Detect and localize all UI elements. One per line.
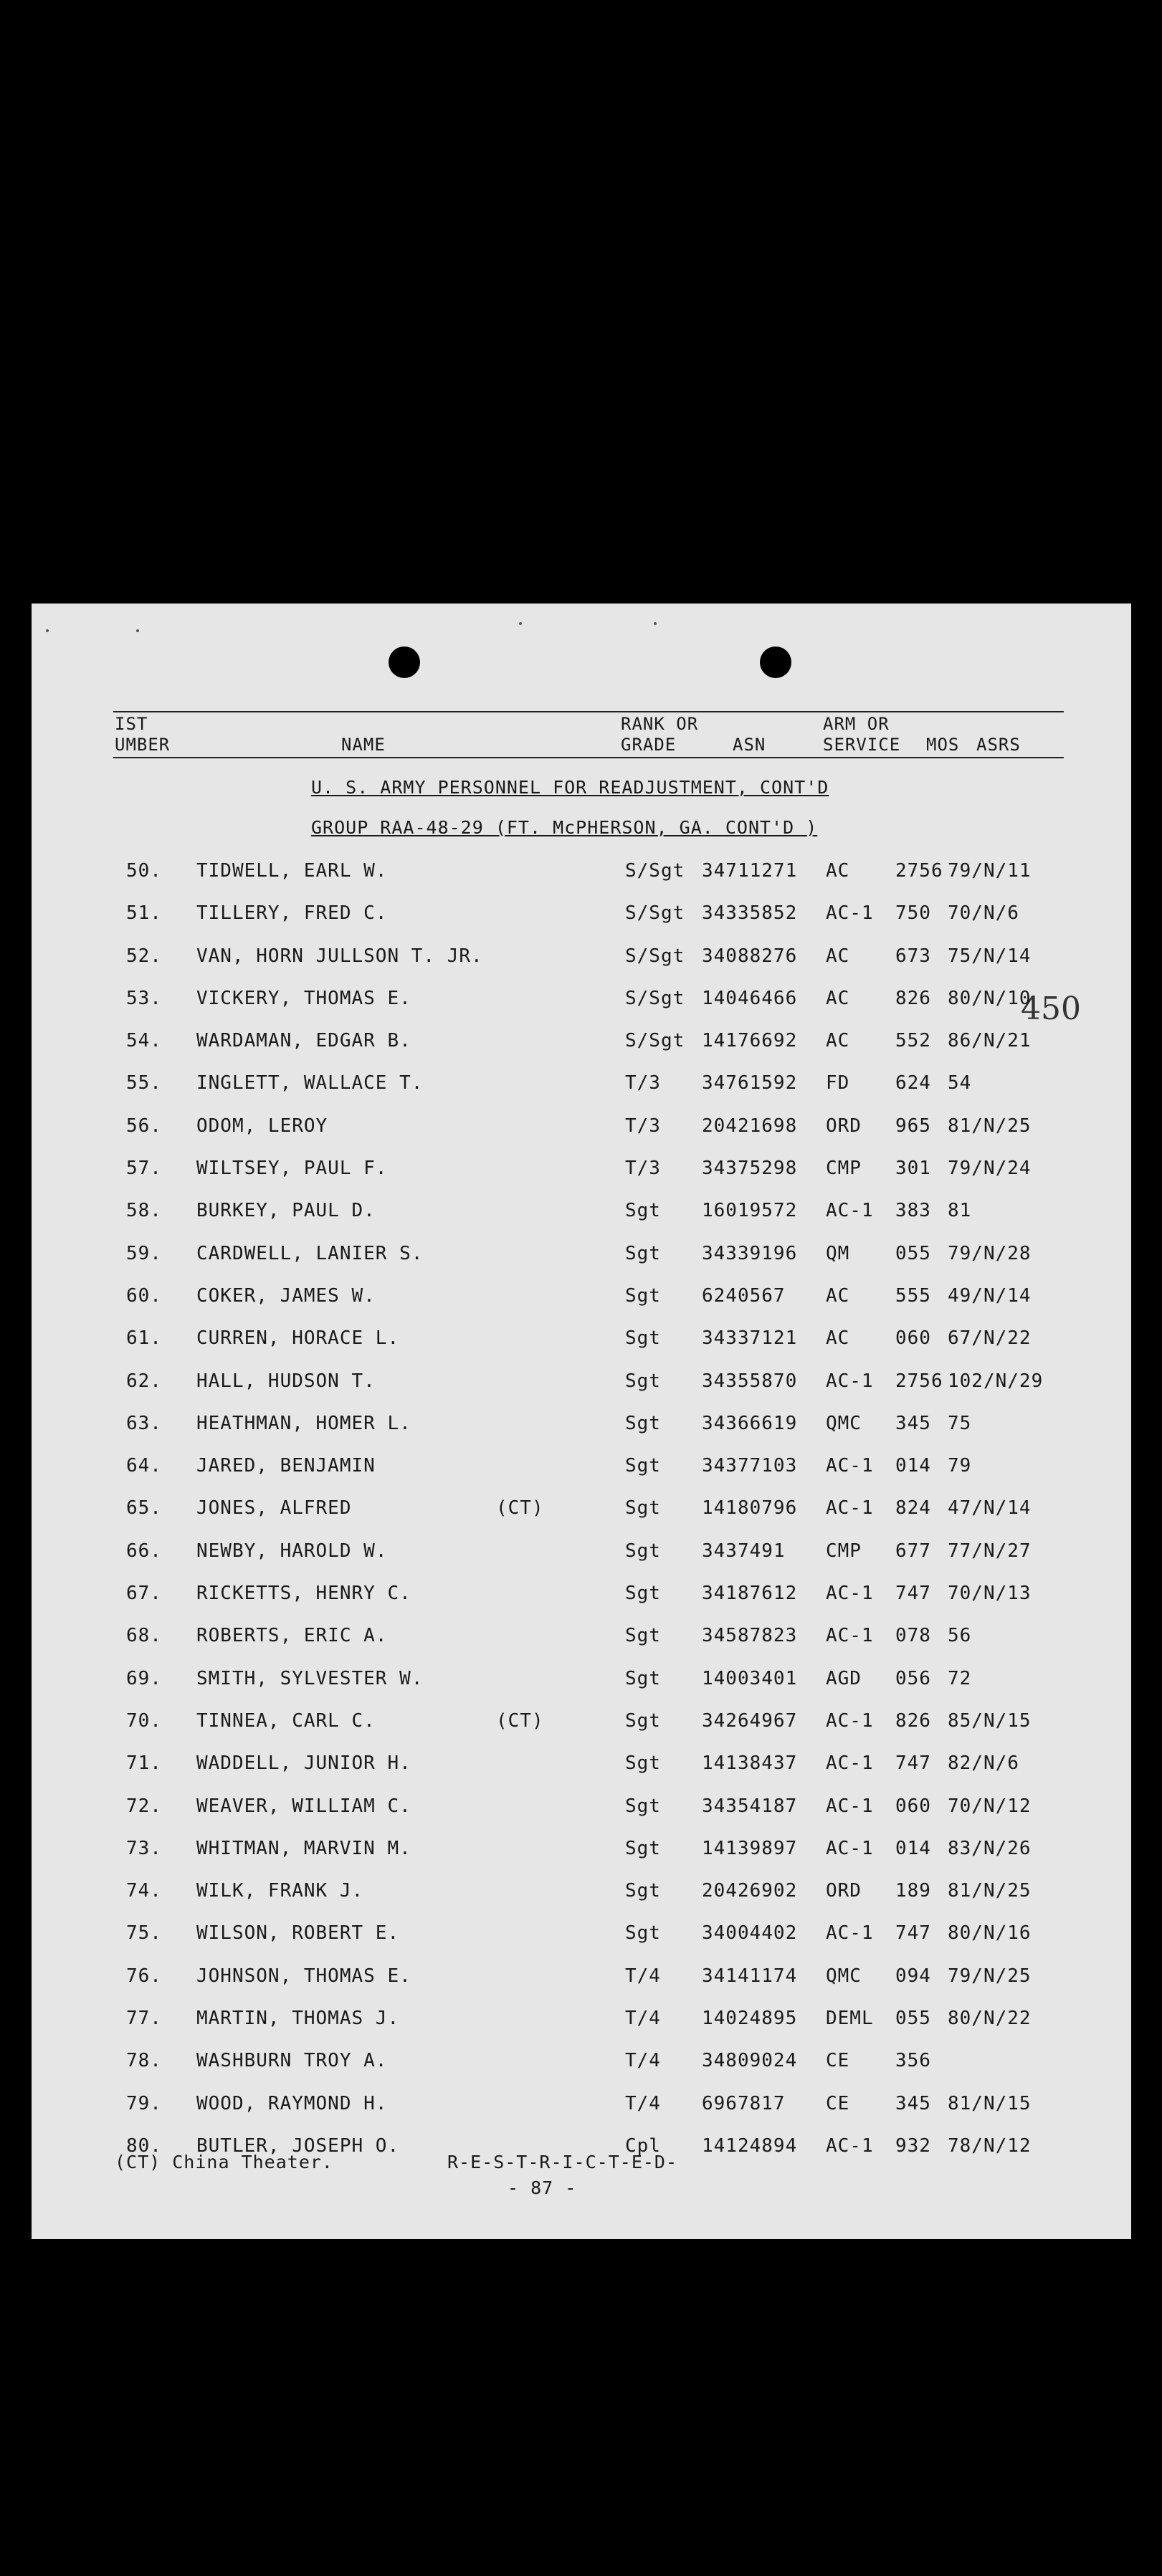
row-number: 70. (126, 1709, 162, 1732)
table-row (32, 1448, 1131, 1490)
table-row (32, 1278, 1131, 1320)
asn-number: 6967817 (702, 2092, 786, 2114)
asrs-score: 82/N/6 (948, 1752, 1019, 1775)
row-number: 72. (126, 1795, 162, 1817)
mos-code: 826 (895, 987, 931, 1009)
asn-number: 16019572 (702, 1200, 798, 1222)
page-number: - 87 - (508, 2177, 577, 2198)
mos-code: 056 (895, 1667, 931, 1689)
table-row (32, 1745, 1131, 1788)
row-number: 79. (126, 2092, 162, 2114)
personnel-name: ROBERTS, ERIC A. (196, 1625, 388, 1647)
row-number: 65. (126, 1497, 162, 1520)
mos-code: 078 (895, 1625, 931, 1647)
rank-grade: Sgt (625, 1284, 661, 1307)
mos-code: 673 (895, 945, 931, 967)
row-number: 61. (126, 1327, 162, 1350)
mos-code: 060 (895, 1795, 931, 1817)
asn-number: 14176692 (702, 1030, 798, 1052)
asrs-score: 54 (948, 1072, 972, 1094)
rank-grade: Cpl (625, 2134, 661, 2157)
mos-code: 094 (895, 1965, 931, 1987)
row-number: 54. (126, 1030, 162, 1052)
asn-number: 14046466 (702, 987, 798, 1009)
row-number: 74. (126, 1880, 162, 1902)
personnel-name: WEAVER, WILLIAM C. (196, 1795, 411, 1817)
document-page (32, 604, 1131, 2239)
asrs-score: 75 (948, 1412, 972, 1434)
scan-speck (46, 629, 49, 632)
table-row (32, 1065, 1131, 1107)
arm-service: QMC (826, 1412, 862, 1434)
arm-service: AC-1 (826, 1752, 874, 1775)
personnel-name: JOHNSON, THOMAS E. (196, 1965, 411, 1987)
asrs-score: 81 (948, 1200, 972, 1222)
table-row (32, 1873, 1131, 1915)
scan-speck (519, 622, 522, 625)
personnel-name: WARDAMAN, EDGAR B. (196, 1030, 411, 1052)
table-row (32, 1490, 1131, 1532)
asrs-score: 80/N/22 (948, 2008, 1032, 2030)
table-row (32, 1958, 1131, 2000)
row-number: 76. (126, 1965, 162, 1987)
asrs-score: 70/N/12 (948, 1795, 1032, 1817)
personnel-name: JONES, ALFRED (196, 1497, 352, 1520)
rank-grade: Sgt (625, 1922, 661, 1945)
mos-code: 932 (895, 2134, 931, 2157)
asrs-score: 80/N/16 (948, 1922, 1032, 1945)
personnel-name: HEATHMAN, HOMER L. (196, 1412, 411, 1434)
row-number: 68. (126, 1625, 162, 1647)
asrs-score: 79/N/11 (948, 860, 1032, 882)
arm-service: AC (826, 1284, 850, 1307)
asn-number: 34375298 (702, 1158, 798, 1180)
personnel-name: MARTIN, THOMAS J. (196, 2008, 400, 2030)
asrs-score: 83/N/26 (948, 1837, 1032, 1859)
asn-number: 34366619 (702, 1412, 798, 1434)
arm-service: CMP (826, 1540, 862, 1562)
arm-service: CE (826, 2050, 850, 2072)
mos-code: 747 (895, 1752, 931, 1775)
asn-number: 34264967 (702, 1709, 798, 1732)
mos-code: 055 (895, 2008, 931, 2030)
asn-number: 3437491 (702, 1540, 786, 1562)
asrs-score: 80/N/10 (948, 987, 1032, 1009)
scan-speck (136, 629, 139, 632)
personnel-name: JARED, BENJAMIN (196, 1455, 376, 1477)
row-number: 78. (126, 2050, 162, 2072)
asrs-score: 78/N/12 (948, 2134, 1032, 2157)
rank-grade: Sgt (625, 1583, 661, 1605)
mos-code: 345 (895, 1412, 931, 1434)
asrs-score: 56 (948, 1625, 972, 1647)
table-row (32, 2086, 1131, 2128)
personnel-name: WADDELL, JUNIOR H. (196, 1752, 411, 1775)
asn-number: 34339196 (702, 1242, 798, 1264)
arm-service: AC (826, 1327, 850, 1350)
rank-grade: Sgt (625, 1880, 661, 1902)
row-number: 58. (126, 1200, 162, 1222)
arm-service: QMC (826, 1965, 862, 1987)
personnel-name: HALL, HUDSON T. (196, 1370, 376, 1392)
rank-grade: Sgt (625, 1370, 661, 1392)
mos-code: 750 (895, 902, 931, 925)
asrs-score: 70/N/6 (948, 902, 1019, 925)
arm-service: AC-1 (826, 1455, 874, 1477)
row-number: 51. (126, 902, 162, 925)
mos-code: 555 (895, 1284, 931, 1307)
asrs-score: 102/N/29 (948, 1370, 1044, 1392)
table-row (32, 1618, 1131, 1660)
asn-number: 14180796 (702, 1497, 798, 1520)
asrs-score: 67/N/22 (948, 1327, 1032, 1350)
asrs-score: 85/N/15 (948, 1709, 1032, 1732)
arm-service: AC (826, 987, 850, 1009)
personnel-name: COKER, JAMES W. (196, 1284, 376, 1307)
header-list-label: IST (115, 714, 148, 734)
asrs-score: 47/N/14 (948, 1497, 1032, 1520)
arm-service: CMP (826, 1158, 862, 1180)
table-row (32, 2000, 1131, 2043)
asn-number: 20426902 (702, 1880, 798, 1902)
asn-number: 14139897 (702, 1837, 798, 1859)
asrs-score: 86/N/21 (948, 1030, 1032, 1052)
table-row (32, 1575, 1131, 1618)
asn-number: 34761592 (702, 1072, 798, 1094)
rank-grade: S/Sgt (625, 987, 685, 1009)
table-row (32, 1023, 1131, 1065)
rank-grade: S/Sgt (625, 902, 685, 925)
rank-grade: T/3 (625, 1072, 661, 1094)
row-number: 56. (126, 1115, 162, 1137)
personnel-list (32, 853, 1131, 2170)
row-number: 55. (126, 1072, 162, 1094)
section-title: U. S. ARMY PERSONNEL FOR READJUSTMENT, CONT'D (311, 777, 829, 798)
row-number: 50. (126, 860, 162, 882)
asn-number: 14024895 (702, 2008, 798, 2030)
table-row (32, 1320, 1131, 1363)
header-number-label: UMBER (115, 735, 171, 755)
personnel-name: SMITH, SYLVESTER W. (196, 1667, 424, 1689)
personnel-name: INGLETT, WALLACE T. (196, 1072, 424, 1094)
personnel-name: TILLERY, FRED C. (196, 902, 388, 925)
table-row (32, 895, 1131, 938)
row-number: 53. (126, 987, 162, 1009)
asrs-score: 49/N/14 (948, 1284, 1032, 1307)
punch-hole (389, 647, 420, 678)
asn-number: 34141174 (702, 1965, 798, 1987)
theater-note: (CT) (496, 1709, 544, 1732)
table-row (32, 1533, 1131, 1575)
rank-grade: Sgt (625, 1200, 661, 1222)
header-service-label: SERVICE (823, 735, 901, 755)
personnel-name: WASHBURN TROY A. (196, 2050, 388, 2072)
rank-grade: Sgt (625, 1709, 661, 1732)
mos-code: 055 (895, 1242, 931, 1264)
row-number: 52. (126, 945, 162, 967)
arm-service: AGD (826, 1667, 862, 1689)
mos-code: 383 (895, 1200, 931, 1222)
table-row (32, 2043, 1131, 2085)
rank-grade: Sgt (625, 1327, 661, 1350)
arm-service: ORD (826, 1880, 862, 1902)
table-row (32, 938, 1131, 981)
row-number: 80. (126, 2134, 162, 2157)
personnel-name: RICKETTS, HENRY C. (196, 1583, 411, 1605)
rank-grade: S/Sgt (625, 1030, 685, 1052)
header-asn-label: ASN (733, 735, 766, 755)
mos-code: 552 (895, 1030, 931, 1052)
mos-code: 965 (895, 1115, 931, 1137)
header-name-label: NAME (341, 735, 386, 755)
personnel-name: WILK, FRANK J. (196, 1880, 364, 1902)
header-top-rule (113, 711, 1064, 712)
arm-service: AC-1 (826, 1625, 874, 1647)
rank-grade: Sgt (625, 1497, 661, 1520)
asn-number: 20421698 (702, 1115, 798, 1137)
row-number: 62. (126, 1370, 162, 1392)
rank-grade: S/Sgt (625, 945, 685, 967)
row-number: 63. (126, 1412, 162, 1434)
asn-number: 34711271 (702, 860, 798, 882)
personnel-name: BUTLER, JOSEPH O. (196, 2134, 400, 2157)
asn-number: 34337121 (702, 1327, 798, 1350)
asrs-score: 75/N/14 (948, 945, 1032, 967)
asn-number: 34088276 (702, 945, 798, 967)
header-asrs-label: ASRS (976, 735, 1021, 755)
personnel-name: BURKEY, PAUL D. (196, 1200, 376, 1222)
personnel-name: WILTSEY, PAUL F. (196, 1158, 388, 1180)
rank-grade: Sgt (625, 1540, 661, 1562)
handwritten-margin-note: 450 (1021, 991, 1081, 1027)
arm-service: AC (826, 860, 850, 882)
row-number: 59. (126, 1242, 162, 1264)
personnel-name: VAN, HORN JULLSON T. JR. (196, 945, 483, 967)
arm-service: AC-1 (826, 1795, 874, 1817)
mos-code: 624 (895, 1072, 931, 1094)
row-number: 71. (126, 1752, 162, 1775)
mos-code: 824 (895, 1497, 931, 1520)
mos-code: 014 (895, 1837, 931, 1859)
arm-service: FD (826, 1072, 850, 1094)
rank-grade: T/3 (625, 1158, 661, 1180)
arm-service: AC-1 (826, 1497, 874, 1520)
personnel-name: TIDWELL, EARL W. (196, 860, 388, 882)
header-bottom-rule (113, 757, 1064, 758)
table-row (32, 1406, 1131, 1448)
asrs-score: 79/N/25 (948, 1965, 1032, 1987)
mos-code: 747 (895, 1583, 931, 1605)
personnel-name: VICKERY, THOMAS E. (196, 987, 411, 1009)
restricted-stamp: R-E-S-T-R-I-C-T-E-D- (447, 2152, 678, 2172)
asn-number: 34355870 (702, 1370, 798, 1392)
personnel-name: NEWBY, HAROLD W. (196, 1540, 388, 1562)
asn-number: 34335852 (702, 902, 798, 925)
arm-service: AC-1 (826, 1370, 874, 1392)
asn-number: 34809024 (702, 2050, 798, 2072)
arm-service: AC-1 (826, 1837, 874, 1859)
rank-grade: Sgt (625, 1242, 661, 1264)
table-row (32, 1236, 1131, 1278)
asrs-score: 72 (948, 1667, 972, 1689)
table-row (32, 1831, 1131, 1873)
asrs-score: 79/N/28 (948, 1242, 1032, 1264)
mos-code: 747 (895, 1922, 931, 1945)
asrs-score: 81/N/25 (948, 1115, 1032, 1137)
row-number: 64. (126, 1455, 162, 1477)
row-number: 57. (126, 1158, 162, 1180)
table-row (32, 1193, 1131, 1235)
theater-note: (CT) (496, 1497, 544, 1520)
asn-number: 34187612 (702, 1583, 798, 1605)
asn-number: 6240567 (702, 1284, 786, 1307)
rank-grade: Sgt (625, 1625, 661, 1647)
arm-service: ORD (826, 1115, 862, 1137)
row-number: 77. (126, 2008, 162, 2030)
personnel-name: ODOM, LEROY (196, 1115, 328, 1137)
mos-code: 677 (895, 1540, 931, 1562)
arm-service: QM (826, 1242, 850, 1264)
table-row (32, 1108, 1131, 1150)
personnel-name: CARDWELL, LANIER S. (196, 1242, 424, 1264)
header-mos-label: MOS (926, 735, 960, 755)
rank-grade: T/4 (625, 2050, 661, 2072)
table-row (32, 853, 1131, 895)
asn-number: 34354187 (702, 1795, 798, 1817)
arm-service: AC-1 (826, 2134, 874, 2157)
rank-grade: S/Sgt (625, 860, 685, 882)
mos-code: 345 (895, 2092, 931, 2114)
header-grade-label: GRADE (621, 735, 677, 755)
arm-service: AC-1 (826, 902, 874, 925)
arm-service: DEML (826, 2008, 874, 2030)
row-number: 69. (126, 1667, 162, 1689)
mos-code: 301 (895, 1158, 931, 1180)
arm-service: AC (826, 945, 850, 967)
row-number: 60. (126, 1284, 162, 1307)
header-arm-label: ARM OR (823, 714, 890, 734)
arm-service: AC (826, 1030, 850, 1052)
rank-grade: Sgt (625, 1667, 661, 1689)
row-number: 66. (126, 1540, 162, 1562)
table-row (32, 1150, 1131, 1193)
header-rank-label: RANK OR (621, 714, 699, 734)
personnel-name: WHITMAN, MARVIN M. (196, 1837, 411, 1859)
arm-service: AC-1 (826, 1922, 874, 1945)
rank-grade: Sgt (625, 1412, 661, 1434)
table-row (32, 1788, 1131, 1831)
mos-code: 2756 (895, 1370, 943, 1392)
asn-number: 14124894 (702, 2134, 798, 2157)
rank-grade: T/4 (625, 2008, 661, 2030)
table-row (32, 1703, 1131, 1745)
personnel-name: CURREN, HORACE L. (196, 1327, 400, 1350)
asrs-score: 81/N/25 (948, 1880, 1032, 1902)
rank-grade: T/4 (625, 2092, 661, 2114)
asrs-score: 70/N/13 (948, 1583, 1032, 1605)
asrs-score: 77/N/27 (948, 1540, 1032, 1562)
asn-number: 34377103 (702, 1455, 798, 1477)
personnel-name: WOOD, RAYMOND H. (196, 2092, 388, 2114)
rank-grade: T/4 (625, 1965, 661, 1987)
table-row (32, 981, 1131, 1023)
row-number: 73. (126, 1837, 162, 1859)
table-row (32, 1915, 1131, 1957)
personnel-name: TINNEA, CARL C. (196, 1709, 376, 1732)
table-row (32, 1661, 1131, 1703)
mos-code: 189 (895, 1880, 931, 1902)
asn-number: 14003401 (702, 1667, 798, 1689)
arm-service: AC-1 (826, 1709, 874, 1732)
asrs-score: 79/N/24 (948, 1158, 1032, 1180)
mos-code: 826 (895, 1709, 931, 1732)
asn-number: 34004402 (702, 1922, 798, 1945)
rank-grade: Sgt (625, 1455, 661, 1477)
row-number: 75. (126, 1922, 162, 1945)
row-number: 67. (126, 1583, 162, 1605)
table-row (32, 1363, 1131, 1406)
footer-legend: (CT) China Theater. (115, 2152, 333, 2172)
scan-speck (654, 622, 657, 625)
arm-service: CE (826, 2092, 850, 2114)
mos-code: 014 (895, 1455, 931, 1477)
arm-service: AC-1 (826, 1583, 874, 1605)
mos-code: 060 (895, 1327, 931, 1350)
asn-number: 14138437 (702, 1752, 798, 1775)
mos-code: 2756 (895, 860, 943, 882)
asrs-score: 81/N/15 (948, 2092, 1032, 2114)
rank-grade: Sgt (625, 1752, 661, 1775)
asn-number: 34587823 (702, 1625, 798, 1647)
personnel-name: WILSON, ROBERT E. (196, 1922, 400, 1945)
arm-service: AC-1 (826, 1200, 874, 1222)
rank-grade: T/3 (625, 1115, 661, 1137)
asrs-score: 79 (948, 1455, 972, 1477)
mos-code: 356 (895, 2050, 931, 2072)
rank-grade: Sgt (625, 1795, 661, 1817)
group-title: GROUP RAA-48-29 (FT. McPHERSON, GA. CONT'D ) (311, 817, 818, 838)
rank-grade: Sgt (625, 1837, 661, 1859)
punch-hole (760, 647, 791, 678)
